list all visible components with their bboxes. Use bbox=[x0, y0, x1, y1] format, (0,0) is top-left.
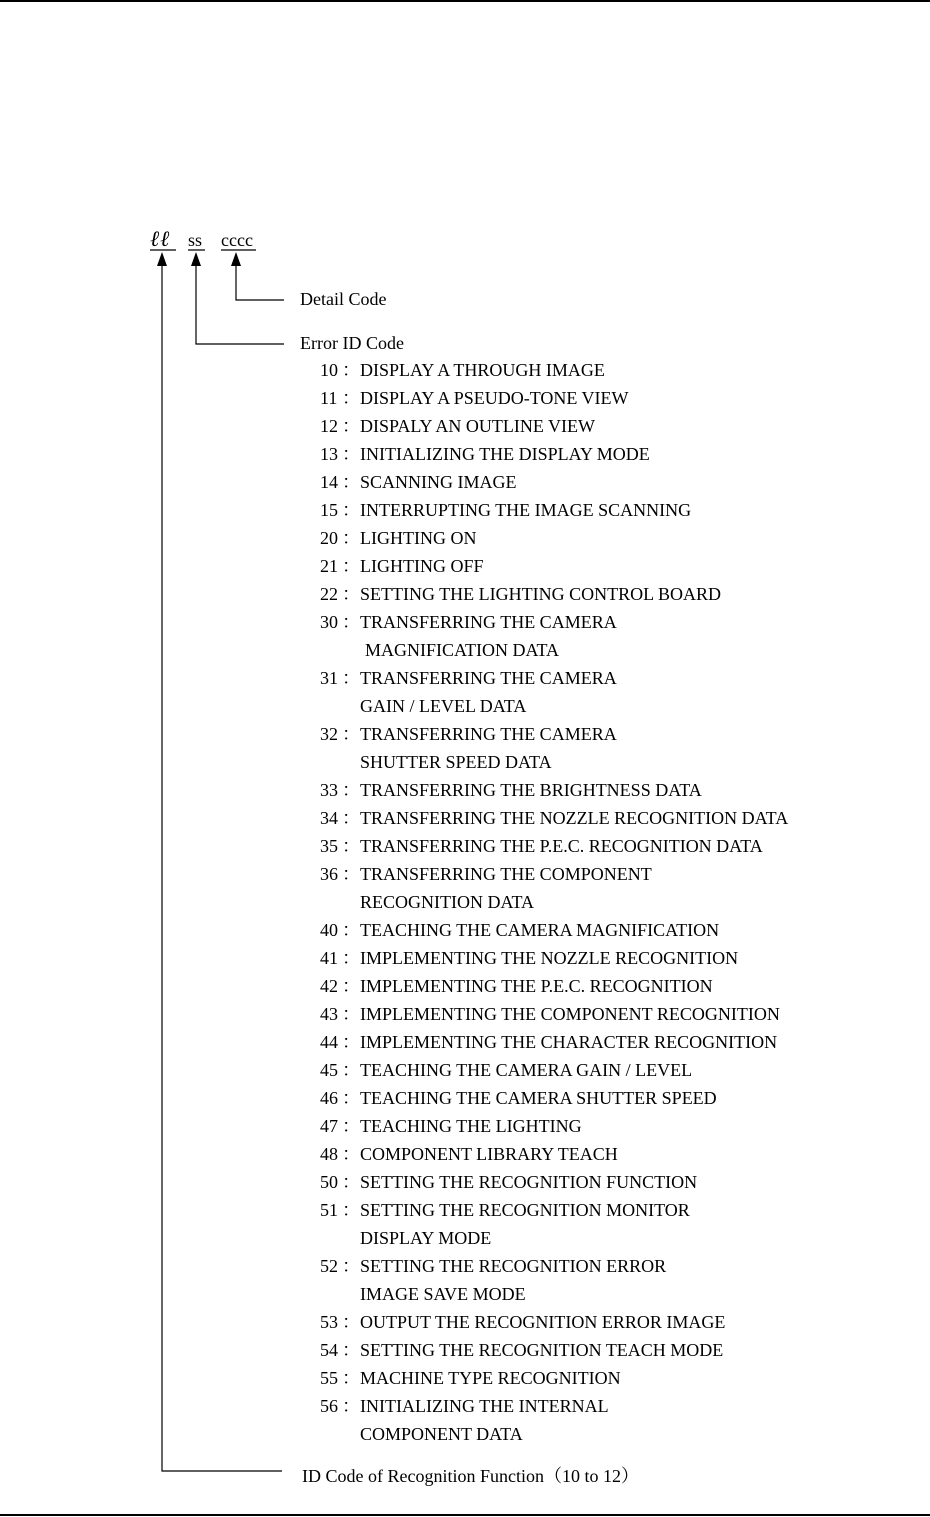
entry-row bbox=[320, 1000, 788, 1028]
entry-row bbox=[320, 1364, 788, 1392]
entry-text: MACHINE TYPE RECOGNITION bbox=[360, 1368, 621, 1388]
entry-text: TEACHING THE CAMERA GAIN / LEVEL bbox=[360, 1060, 693, 1080]
entry-code: 10 bbox=[320, 360, 338, 380]
entry-text: DISPLAY A THROUGH IMAGE bbox=[360, 360, 605, 380]
entry-row bbox=[320, 1336, 788, 1364]
list-item bbox=[320, 944, 788, 972]
error-id-code-label: Error ID Code bbox=[300, 333, 404, 353]
arrowhead-ss bbox=[191, 252, 201, 266]
entry-code: 52 bbox=[320, 1256, 338, 1276]
entry-text: SCANNING IMAGE bbox=[360, 472, 517, 492]
entry-row bbox=[320, 944, 788, 972]
entry-text: SETTING THE RECOGNITION TEACH MODE bbox=[360, 1340, 724, 1360]
entry-text: IMPLEMENTING THE P.E.C. RECOGNITION bbox=[360, 976, 713, 996]
list-item bbox=[320, 832, 788, 860]
entry-row bbox=[320, 496, 788, 524]
entry-row bbox=[320, 1112, 788, 1140]
entry-row bbox=[320, 1392, 788, 1420]
entry-code: 20 bbox=[320, 528, 338, 548]
entry-row bbox=[320, 384, 788, 412]
list-item bbox=[320, 1168, 788, 1196]
entry-separator: ： bbox=[342, 556, 360, 576]
arrowhead-cccc bbox=[231, 252, 241, 266]
list-item bbox=[320, 552, 788, 580]
entry-row bbox=[320, 1140, 788, 1168]
entry-separator: ： bbox=[342, 1088, 360, 1108]
entry-row bbox=[320, 608, 788, 636]
entry-code: 22 bbox=[320, 584, 338, 604]
error-id-list bbox=[320, 356, 788, 1448]
list-item bbox=[320, 860, 788, 916]
entry-row bbox=[320, 860, 788, 888]
list-item bbox=[320, 1364, 788, 1392]
leader-error-id bbox=[196, 266, 284, 344]
entry-code: 56 bbox=[320, 1396, 338, 1416]
entry-row bbox=[320, 468, 788, 496]
list-item bbox=[320, 496, 788, 524]
id-code-label: ID Code of Recognition Function（10 to 12） bbox=[302, 1466, 639, 1486]
entry-code: 46 bbox=[320, 1088, 338, 1108]
entry-row bbox=[320, 412, 788, 440]
list-item bbox=[320, 1140, 788, 1168]
entry-code: 30 bbox=[320, 612, 338, 632]
entry-separator: ： bbox=[342, 1340, 360, 1360]
entry-row bbox=[320, 1168, 788, 1196]
entry-row bbox=[320, 1196, 788, 1224]
entry-separator: ： bbox=[342, 976, 360, 996]
entry-continuation: IMAGE SAVE MODE bbox=[360, 1284, 526, 1304]
entry-text: SETTING THE LIGHTING CONTROL BOARD bbox=[360, 584, 721, 604]
entry-code: 42 bbox=[320, 976, 338, 996]
entry-continuation: SHUTTER SPEED DATA bbox=[360, 752, 552, 772]
list-item bbox=[320, 1084, 788, 1112]
entry-text: INITIALIZING THE DISPLAY MODE bbox=[360, 444, 650, 464]
entry-text: TRANSFERRING THE CAMERA bbox=[360, 724, 617, 744]
entry-separator: ： bbox=[342, 612, 360, 632]
entry-separator: ： bbox=[342, 808, 360, 828]
list-item bbox=[320, 440, 788, 468]
list-item bbox=[320, 1336, 788, 1364]
entry-row bbox=[320, 972, 788, 1000]
entry-text: SETTING THE RECOGNITION MONITOR bbox=[360, 1200, 690, 1220]
list-item bbox=[320, 356, 788, 384]
entry-row bbox=[320, 356, 788, 384]
code-ss: ss bbox=[188, 230, 203, 250]
list-item bbox=[320, 1196, 788, 1252]
entry-separator: ： bbox=[342, 836, 360, 856]
entry-code: 45 bbox=[320, 1060, 338, 1080]
leader-detail-code bbox=[236, 266, 284, 300]
entry-row bbox=[320, 524, 788, 552]
entry-code: 53 bbox=[320, 1312, 338, 1332]
entry-separator: ： bbox=[342, 1004, 360, 1024]
entry-text: TEACHING THE LIGHTING bbox=[360, 1116, 582, 1136]
entry-separator: ： bbox=[342, 920, 360, 940]
entry-continuation: COMPONENT DATA bbox=[360, 1424, 523, 1444]
entry-separator: ： bbox=[342, 1144, 360, 1164]
entry-code: 51 bbox=[320, 1200, 338, 1220]
entry-code: 41 bbox=[320, 948, 338, 968]
entry-continuation: DISPLAY MODE bbox=[360, 1228, 492, 1248]
list-item bbox=[320, 1112, 788, 1140]
entry-text: IMPLEMENTING THE CHARACTER RECOGNITION bbox=[360, 1032, 778, 1052]
entry-code: 36 bbox=[320, 864, 338, 884]
entry-separator: ： bbox=[342, 1172, 360, 1192]
entry-row bbox=[320, 580, 788, 608]
entry-code: 44 bbox=[320, 1032, 338, 1052]
list-item bbox=[320, 972, 788, 1000]
entry-code: 13 bbox=[320, 444, 338, 464]
entry-row bbox=[320, 1308, 788, 1336]
list-item bbox=[320, 1252, 788, 1308]
list-item bbox=[320, 384, 788, 412]
entry-row bbox=[320, 1084, 788, 1112]
entry-text: TEACHING THE CAMERA MAGNIFICATION bbox=[360, 920, 720, 940]
entry-code: 47 bbox=[320, 1116, 338, 1136]
entry-separator: ： bbox=[342, 1368, 360, 1388]
entry-code: 35 bbox=[320, 836, 338, 856]
entry-text: TRANSFERRING THE BRIGHTNESS DATA bbox=[360, 780, 702, 800]
entry-separator: ： bbox=[342, 948, 360, 968]
entry-separator: ： bbox=[342, 584, 360, 604]
entry-row bbox=[320, 1252, 788, 1280]
entry-text: LIGHTING OFF bbox=[360, 556, 484, 576]
entry-code: 21 bbox=[320, 556, 338, 576]
entry-text: SETTING THE RECOGNITION ERROR bbox=[360, 1256, 667, 1276]
entry-code: 14 bbox=[320, 472, 338, 492]
list-item bbox=[320, 720, 788, 776]
entry-separator: ： bbox=[342, 1060, 360, 1080]
list-item bbox=[320, 804, 788, 832]
entry-code: 43 bbox=[320, 1004, 338, 1024]
list-item bbox=[320, 468, 788, 496]
entry-row bbox=[320, 832, 788, 860]
entry-text: INTERRUPTING THE IMAGE SCANNING bbox=[360, 500, 692, 520]
list-item bbox=[320, 916, 788, 944]
entry-continuation: MAGNIFICATION DATA bbox=[365, 640, 560, 660]
entry-row bbox=[320, 804, 788, 832]
entry-separator: ： bbox=[342, 444, 360, 464]
list-item bbox=[320, 412, 788, 440]
entry-code: 33 bbox=[320, 780, 338, 800]
list-item bbox=[320, 1000, 788, 1028]
entry-continuation: GAIN / LEVEL DATA bbox=[360, 696, 527, 716]
entry-text: LIGHTING ON bbox=[360, 528, 477, 548]
entry-text: DISPLAY A PSEUDO-TONE VIEW bbox=[360, 388, 629, 408]
entry-row bbox=[320, 1028, 788, 1056]
entry-separator: ： bbox=[342, 528, 360, 548]
entry-text: TRANSFERRING THE NOZZLE RECOGNITION DATA bbox=[360, 808, 789, 828]
entry-text: COMPONENT LIBRARY TEACH bbox=[360, 1144, 618, 1164]
list-item bbox=[320, 1056, 788, 1084]
entry-code: 55 bbox=[320, 1368, 338, 1388]
arrowhead-ll bbox=[157, 252, 167, 266]
leader-id-code bbox=[162, 266, 282, 1471]
entry-separator: ： bbox=[342, 1312, 360, 1332]
entry-separator: ： bbox=[342, 1396, 360, 1416]
code-cccc: cccc bbox=[221, 230, 253, 250]
entry-text: OUTPUT THE RECOGNITION ERROR IMAGE bbox=[360, 1312, 726, 1332]
entry-code: 31 bbox=[320, 668, 338, 688]
entry-separator: ： bbox=[342, 864, 360, 884]
entry-text: TRANSFERRING THE P.E.C. RECOGNITION DATA bbox=[360, 836, 763, 856]
entry-row bbox=[320, 776, 788, 804]
entry-separator: ： bbox=[342, 1256, 360, 1276]
entry-row bbox=[320, 1056, 788, 1084]
entry-text: DISPALY AN OUTLINE VIEW bbox=[360, 416, 596, 436]
entry-separator: ： bbox=[342, 780, 360, 800]
entry-separator: ： bbox=[342, 1116, 360, 1136]
entry-separator: ： bbox=[342, 724, 360, 744]
entry-text: TRANSFERRING THE COMPONENT bbox=[360, 864, 652, 884]
entry-row bbox=[320, 720, 788, 748]
entry-separator: ： bbox=[342, 388, 360, 408]
entry-code: 34 bbox=[320, 808, 338, 828]
entry-code: 54 bbox=[320, 1340, 338, 1360]
entry-text: TEACHING THE CAMERA SHUTTER SPEED bbox=[360, 1088, 717, 1108]
entry-separator: ： bbox=[342, 472, 360, 492]
entry-code: 11 bbox=[320, 388, 338, 408]
entry-text: IMPLEMENTING THE NOZZLE RECOGNITION bbox=[360, 948, 739, 968]
list-item bbox=[320, 776, 788, 804]
entry-text: TRANSFERRING THE CAMERA bbox=[360, 668, 617, 688]
list-item bbox=[320, 1028, 788, 1056]
entry-code: 40 bbox=[320, 920, 338, 940]
entry-row bbox=[320, 664, 788, 692]
entry-separator: ： bbox=[342, 416, 360, 436]
detail-code-label: Detail Code bbox=[300, 289, 387, 309]
list-item bbox=[320, 1392, 788, 1448]
entry-continuation: RECOGNITION DATA bbox=[360, 892, 535, 912]
entry-separator: ： bbox=[342, 1032, 360, 1052]
entry-code: 50 bbox=[320, 1172, 338, 1192]
entry-separator: ： bbox=[342, 360, 360, 380]
entry-row bbox=[320, 916, 788, 944]
entry-row bbox=[320, 440, 788, 468]
entry-text: SETTING THE RECOGNITION FUNCTION bbox=[360, 1172, 698, 1192]
entry-code: 32 bbox=[320, 724, 338, 744]
entry-text: IMPLEMENTING THE COMPONENT RECOGNITION bbox=[360, 1004, 780, 1024]
entry-separator: ： bbox=[342, 668, 360, 688]
list-item bbox=[320, 664, 788, 720]
entry-code: 48 bbox=[320, 1144, 338, 1164]
list-item bbox=[320, 580, 788, 608]
entry-text: TRANSFERRING THE CAMERA bbox=[360, 612, 617, 632]
code-ll: ℓℓ bbox=[150, 226, 171, 251]
list-item bbox=[320, 1308, 788, 1336]
list-item bbox=[320, 608, 788, 664]
entry-separator: ： bbox=[342, 500, 360, 520]
entry-separator: ： bbox=[342, 1200, 360, 1220]
list-item bbox=[320, 524, 788, 552]
entry-text: INITIALIZING THE INTERNAL bbox=[360, 1396, 609, 1416]
entry-code: 12 bbox=[320, 416, 338, 436]
entry-code: 15 bbox=[320, 500, 338, 520]
entry-row bbox=[320, 552, 788, 580]
